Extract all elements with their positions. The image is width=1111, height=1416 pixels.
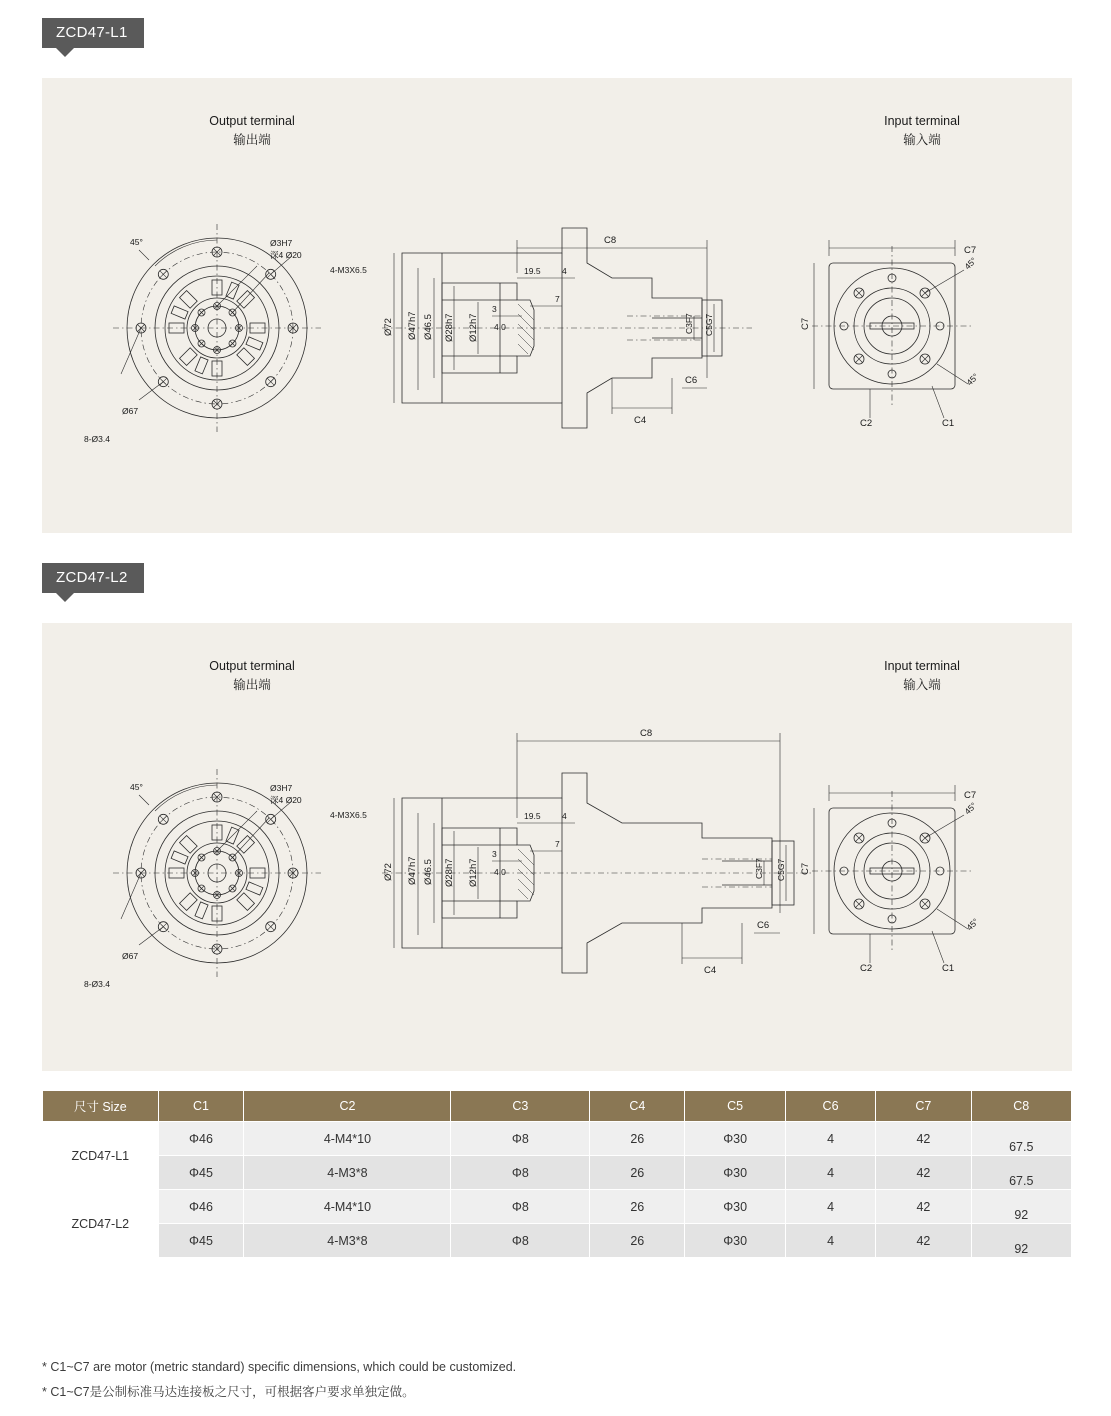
row-name-l2: ZCD47-L2 bbox=[43, 1190, 159, 1258]
section-tag-2: ZCD47-L2 bbox=[42, 563, 144, 593]
output-terminal-en-2: Output terminal bbox=[209, 659, 295, 673]
input-terminal-label-1 bbox=[832, 114, 1012, 148]
ann-8d34-2: 8-Ø3.4 bbox=[84, 979, 110, 989]
input-terminal-en-1: Input terminal bbox=[884, 114, 960, 128]
th-c7: C7 bbox=[876, 1091, 971, 1122]
ann-3-2: 3 bbox=[492, 849, 497, 859]
ann-45deg-r1-1: 45° bbox=[962, 255, 979, 272]
table-row bbox=[43, 1224, 1072, 1258]
input-terminal-en-2: Input terminal bbox=[884, 659, 960, 673]
cell-c5: Φ30 bbox=[685, 1122, 785, 1156]
ann-4m3x65-1: 4-M3X6.5 bbox=[330, 265, 367, 275]
ann-45deg-r2-2: 45° bbox=[964, 916, 981, 933]
cell-c7: 42 bbox=[876, 1122, 971, 1156]
ann-d465-2: Ø46.5 bbox=[423, 859, 434, 885]
th-c1: C1 bbox=[158, 1091, 244, 1122]
ann-c5g7-1: C5G7 bbox=[704, 313, 714, 336]
ann-c7-top-1: C7 bbox=[964, 245, 977, 256]
input-terminal-cn-2: 输入端 bbox=[903, 678, 941, 692]
output-terminal-label-1 bbox=[162, 114, 342, 148]
cell-c2: 4-M3*8 bbox=[244, 1156, 451, 1190]
output-terminal-cn-2: 输出端 bbox=[233, 678, 271, 692]
ann-c7-top-2: C7 bbox=[964, 790, 977, 801]
ann-d465-1: Ø46.5 bbox=[423, 314, 434, 340]
cell-c8: 92 bbox=[971, 1224, 1071, 1258]
dimension-table bbox=[42, 1090, 1072, 1258]
drawing-panel-1 bbox=[42, 78, 1072, 533]
table-row bbox=[43, 1190, 1072, 1224]
ann-45deg-2: 45° bbox=[130, 782, 143, 792]
output-terminal-en-1: Output terminal bbox=[209, 114, 295, 128]
cell-c8: 67.5 bbox=[971, 1156, 1071, 1190]
th-c3: C3 bbox=[451, 1091, 590, 1122]
ann-d3h7-1: Ø3H7 bbox=[270, 238, 293, 248]
cell-c4: 26 bbox=[590, 1156, 685, 1190]
cell-c4: 26 bbox=[590, 1122, 685, 1156]
cell-c3: Φ8 bbox=[451, 1224, 590, 1258]
ann-45deg-r1-2: 45° bbox=[962, 800, 979, 817]
table-row bbox=[43, 1156, 1072, 1190]
ann-c2-1: C2 bbox=[860, 418, 873, 429]
ann-c3f7-2: C3F7 bbox=[754, 858, 764, 879]
th-size: 尺寸 Size bbox=[43, 1091, 159, 1122]
ann-40-2: 4.0 bbox=[494, 867, 506, 877]
th-c6: C6 bbox=[785, 1091, 875, 1122]
cell-c2: 4-M3*8 bbox=[244, 1224, 451, 1258]
cell-c6: 4 bbox=[785, 1122, 875, 1156]
ann-d47h7-2: Ø47h7 bbox=[407, 856, 418, 885]
footnote-en: * C1~C7 are motor (metric standard) specific dimensions, which could be customized. bbox=[42, 1360, 517, 1374]
ann-d28h7-1: Ø28h7 bbox=[444, 313, 455, 342]
ann-depth4-1: 深4 Ø20 bbox=[270, 250, 302, 260]
ann-d28h7-2: Ø28h7 bbox=[444, 858, 455, 887]
cell-c1: Φ45 bbox=[158, 1224, 244, 1258]
ann-7-2: 7 bbox=[555, 839, 560, 849]
table-header-row bbox=[43, 1091, 1072, 1122]
ann-d67-1: Ø67 bbox=[122, 406, 139, 416]
ann-d3h7-2: Ø3H7 bbox=[270, 783, 293, 793]
ann-d47h7-1: Ø47h7 bbox=[407, 311, 418, 340]
ann-d72-2: Ø72 bbox=[383, 863, 394, 881]
cell-c4: 26 bbox=[590, 1190, 685, 1224]
table-row bbox=[43, 1122, 1072, 1156]
ann-c4-1: C4 bbox=[634, 415, 647, 426]
cell-c5: Φ30 bbox=[685, 1224, 785, 1258]
ann-8d34-1: 8-Ø3.4 bbox=[84, 434, 110, 444]
ann-c6-2: C6 bbox=[757, 920, 770, 931]
cell-c8: 92 bbox=[971, 1190, 1071, 1224]
footnote-cn: * C1~C7是公制标准马达连接板之尺寸，可根据客户要求单独定做。 bbox=[42, 1385, 415, 1399]
cell-c1: Φ46 bbox=[158, 1122, 244, 1156]
ann-d12h7-1: Ø12h7 bbox=[468, 313, 479, 342]
ann-c2-2: C2 bbox=[860, 963, 873, 974]
ann-c1-2: C1 bbox=[942, 963, 955, 974]
ann-c8-2: C8 bbox=[640, 728, 653, 739]
ann-40-1: 4.0 bbox=[494, 322, 506, 332]
th-c8: C8 bbox=[971, 1091, 1071, 1122]
ann-c5g7-2: C5G7 bbox=[776, 858, 786, 881]
output-terminal-cn-1: 输出端 bbox=[233, 133, 271, 147]
ann-c3f7-1: C3F7 bbox=[684, 313, 694, 334]
output-terminal-label-2 bbox=[162, 659, 342, 693]
drawing-panel-2 bbox=[42, 623, 1072, 1071]
ann-7-1: 7 bbox=[555, 294, 560, 304]
th-c5: C5 bbox=[685, 1091, 785, 1122]
cell-c4: 26 bbox=[590, 1224, 685, 1258]
ann-3-1: 3 bbox=[492, 304, 497, 314]
cell-c2: 4-M4*10 bbox=[244, 1190, 451, 1224]
cell-c8: 67.5 bbox=[971, 1122, 1071, 1156]
cell-c5: Φ30 bbox=[685, 1190, 785, 1224]
ann-4-1: 4 bbox=[562, 266, 567, 276]
ann-depth4-2: 深4 Ø20 bbox=[270, 795, 302, 805]
cell-c6: 4 bbox=[785, 1190, 875, 1224]
cell-c7: 42 bbox=[876, 1156, 971, 1190]
cell-c1: Φ46 bbox=[158, 1190, 244, 1224]
cell-c5: Φ30 bbox=[685, 1156, 785, 1190]
ann-c7-side-1: C7 bbox=[800, 317, 811, 330]
ann-45deg-1: 45° bbox=[130, 237, 143, 247]
ann-4m3x65-2: 4-M3X6.5 bbox=[330, 810, 367, 820]
row-name-l1: ZCD47-L1 bbox=[43, 1122, 159, 1190]
cell-c3: Φ8 bbox=[451, 1122, 590, 1156]
cell-c3: Φ8 bbox=[451, 1156, 590, 1190]
ann-195-2: 19.5 bbox=[524, 811, 541, 821]
cell-c7: 42 bbox=[876, 1224, 971, 1258]
cell-c6: 4 bbox=[785, 1224, 875, 1258]
ann-45deg-r2-1: 45° bbox=[964, 371, 981, 388]
cell-c1: Φ45 bbox=[158, 1156, 244, 1190]
ann-195-1: 19.5 bbox=[524, 266, 541, 276]
section-tag-1: ZCD47-L1 bbox=[42, 18, 144, 48]
ann-c6-1: C6 bbox=[685, 375, 698, 386]
ann-c8-1: C8 bbox=[604, 235, 617, 246]
cell-c3: Φ8 bbox=[451, 1190, 590, 1224]
input-terminal-cn-1: 输入端 bbox=[903, 133, 941, 147]
cell-c6: 4 bbox=[785, 1156, 875, 1190]
ann-d72-1: Ø72 bbox=[383, 318, 394, 336]
cell-c7: 42 bbox=[876, 1190, 971, 1224]
ann-c7-side-2: C7 bbox=[800, 862, 811, 875]
cell-c2: 4-M4*10 bbox=[244, 1122, 451, 1156]
ann-4-2: 4 bbox=[562, 811, 567, 821]
input-terminal-label-2 bbox=[832, 659, 1012, 693]
ann-c1-1: C1 bbox=[942, 418, 955, 429]
th-c2: C2 bbox=[244, 1091, 451, 1122]
th-c4: C4 bbox=[590, 1091, 685, 1122]
ann-c4-2: C4 bbox=[704, 965, 717, 976]
ann-d67-2: Ø67 bbox=[122, 951, 139, 961]
ann-d12h7-2: Ø12h7 bbox=[468, 858, 479, 887]
